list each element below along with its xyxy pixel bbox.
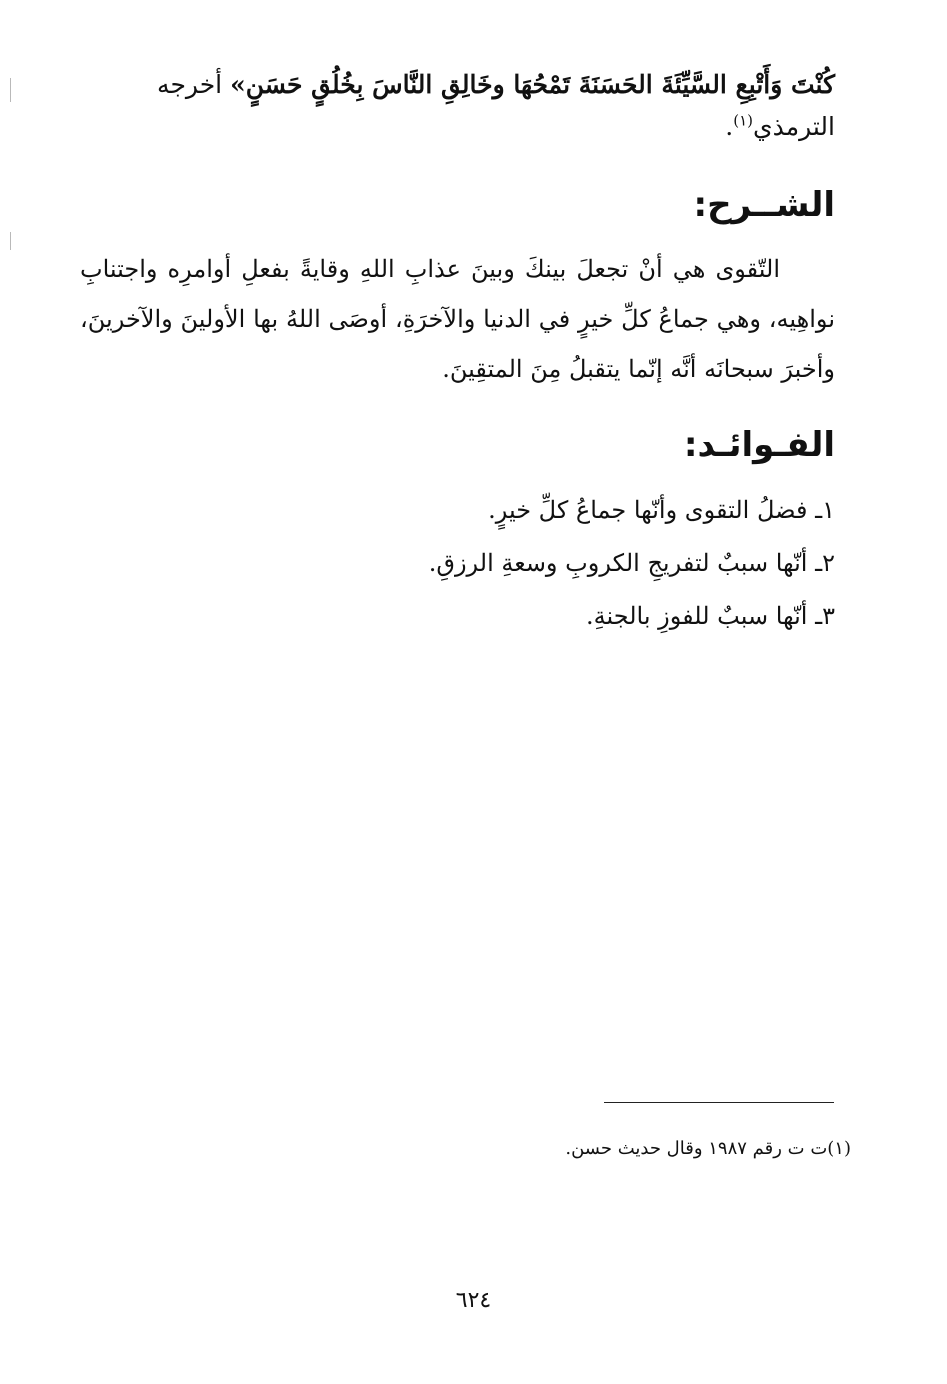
footnote: (١)ت ت رقم ١٩٨٧ وقال حديث حسن. bbox=[565, 1138, 851, 1159]
hadith-quote: كُنْتَ وَأَتْبِعِ السَّيِّئَةَ الحَسَنَةَ تَمْحُهَا وخَالِقِ النَّاسَ بِخُلُقٍ حَسَنٍ» bbox=[230, 70, 835, 99]
fawaid-item: ١ـ فضلُ التقوى وأنّها جماعُ كلِّ خيرٍ. bbox=[488, 496, 835, 524]
footnote-reference: (١) bbox=[733, 111, 754, 130]
scan-edge-mark bbox=[10, 232, 11, 250]
scan-edge-mark bbox=[10, 78, 11, 102]
sharh-heading: الشــرح: bbox=[693, 185, 835, 225]
fawaid-heading: الفـوائـد: bbox=[683, 425, 835, 465]
fawaid-item: ٢ـ أنّها سببٌ لتفريجِ الكروبِ وسعةِ الرزقِ. bbox=[428, 549, 835, 577]
page-number: ٦٢٤ bbox=[455, 1288, 492, 1313]
footnote-separator bbox=[604, 1102, 834, 1103]
sharh-paragraph: التّقوى هي أنْ تجعلَ بينكَ وبينَ عذابِ اللهِ وقايةً بفعلِ أوامرِه واجتنابِ نواهِيه، وهي جماعُ كلِّ خيرٍ في الدنيا والآخرَةِ، أوصَى اللهُ بها الأولينَ والآخرينَ، وأخبرَ سبحانَه أنَّه إنّما يتقبلُ مِنَ المتقِينَ. bbox=[80, 255, 835, 383]
hadith-end-mark: . bbox=[725, 112, 734, 141]
hadith-paragraph bbox=[80, 64, 835, 148]
hadith-source: أخرجه الترمذي bbox=[157, 70, 835, 141]
fawaid-item: ٣ـ أنّها سببٌ للفوزِ بالجنةِ. bbox=[586, 602, 835, 630]
fawaid-list bbox=[80, 484, 835, 643]
